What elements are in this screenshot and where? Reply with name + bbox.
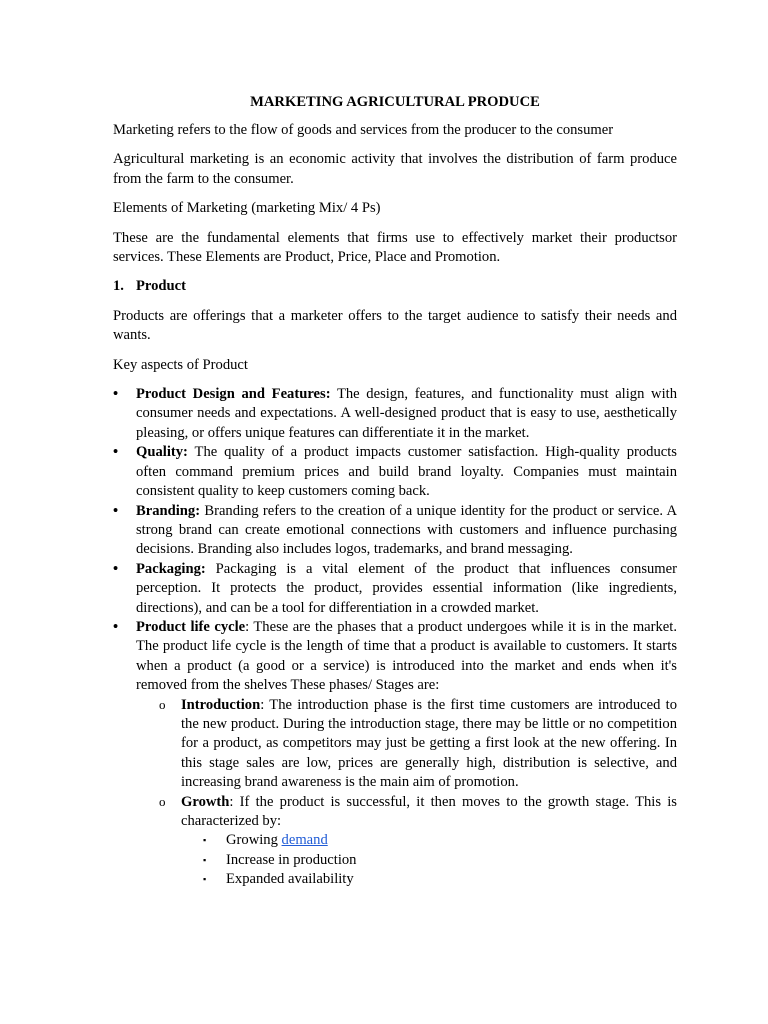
stage-term: Growth — [181, 793, 230, 810]
growth-item-text: Increase in production — [226, 851, 357, 868]
aspect-text: : These are the phases that a product undergoes while it is in the market. The product life cycle is the length of time that a product is available to customers. It starts when a product (a good or a service) is introduced into the market and ends when it's removed from the shelves These phases/ Stages are: — [136, 618, 677, 694]
bullet-icon: • — [113, 618, 119, 635]
list-item — [181, 831, 677, 850]
list-item — [113, 560, 677, 618]
bullet-icon: • — [113, 560, 119, 577]
aspect-text: Packaging is a vital element of the product that influences consumer perception. It protects the product, provides essential information (like ingredients, directions), and can be a tool for differentiation in a crowded market. — [136, 560, 677, 616]
paragraph-elements-of-marketing: Elements of Marketing (marketing Mix/ 4 Ps) — [113, 200, 381, 217]
stage-text: : If the product is successful, it then moves to the growth stage. This is characterized by: — [181, 793, 677, 829]
aspect-term: Product Design and Features: — [136, 386, 331, 403]
paragraph-fundamental-elements: These are the fundamental elements that firms use to effectively market their productsor services. These Elements are Product, Price, Place and Promotion. — [113, 229, 677, 266]
key-aspects-list — [113, 385, 677, 890]
list-item — [113, 618, 677, 890]
bullet-icon: • — [113, 444, 119, 461]
stage-term: Introduction — [181, 696, 261, 713]
document-page — [113, 93, 677, 890]
section-heading-text: Product — [136, 278, 186, 295]
bullet-icon: • — [113, 502, 119, 519]
life-cycle-stages-list — [136, 696, 677, 890]
circle-bullet-icon: o — [159, 793, 166, 809]
list-item — [113, 502, 677, 560]
aspect-term: Packaging: — [136, 560, 206, 577]
demand-link[interactable]: demand — [281, 832, 328, 849]
growth-item-text: Expanded availability — [226, 871, 354, 888]
section-number: 1. — [113, 278, 124, 295]
growth-characteristics-list — [181, 831, 677, 889]
square-bullet-icon: ▪ — [203, 854, 207, 865]
stage-text: : The introduction phase is the first time customers are introduced to the new product. During the introduction stage, there may be little or no competition for a product, as competitors may just be getting a first look at the new offering. In this stage sales are low, prices are generally high, distribution is selective, and increasing brand awareness is the main aim of promotion. — [181, 696, 677, 791]
aspect-term: Product life cycle — [136, 618, 246, 635]
list-item — [181, 851, 677, 870]
paragraph-product-definition: Products are offerings that a marketer offers to the target audience to satisfy their needs and wants. — [113, 307, 677, 344]
paragraph-marketing-definition: Marketing refers to the flow of goods and services from the producer to the consumer — [113, 122, 614, 138]
list-item — [136, 696, 677, 793]
aspect-term: Branding: — [136, 502, 201, 519]
square-bullet-icon: ▪ — [203, 874, 207, 885]
square-bullet-icon: ▪ — [203, 835, 207, 846]
document-title: MARKETING AGRICULTURAL PRODUCE — [250, 94, 540, 110]
list-item — [113, 385, 677, 443]
circle-bullet-icon: o — [159, 696, 166, 712]
growth-item-text: Growing — [226, 832, 282, 849]
list-item — [136, 793, 677, 890]
aspect-text: Branding refers to the creation of a unique identity for the product or service. A strong brand can create emotional connections with customers and influence purchasing decisions. Branding also includes logos, trademarks, and brand messaging. — [136, 502, 677, 558]
aspect-term: Quality: — [136, 444, 188, 461]
aspect-text: The design, features, and functionality must align with consumer needs and expectations. A well-designed product that is easy to use, aesthetically pleasing, or offers unique features can differentiate it in the market. — [136, 386, 677, 441]
list-item — [113, 443, 677, 501]
paragraph-agricultural-marketing: Agricultural marketing is an economic activity that involves the distribution of farm produce from the farm to the consumer. — [113, 151, 677, 187]
aspect-text: The quality of a product impacts customer satisfaction. High-quality products often command premium prices and build brand loyalty. Companies must maintain consistent quality to keep customers coming back. — [136, 444, 677, 500]
section-heading-product — [113, 277, 677, 296]
bullet-icon: • — [113, 386, 119, 403]
list-item — [181, 870, 677, 889]
paragraph-key-aspects-label: Key aspects of Product — [113, 356, 248, 373]
